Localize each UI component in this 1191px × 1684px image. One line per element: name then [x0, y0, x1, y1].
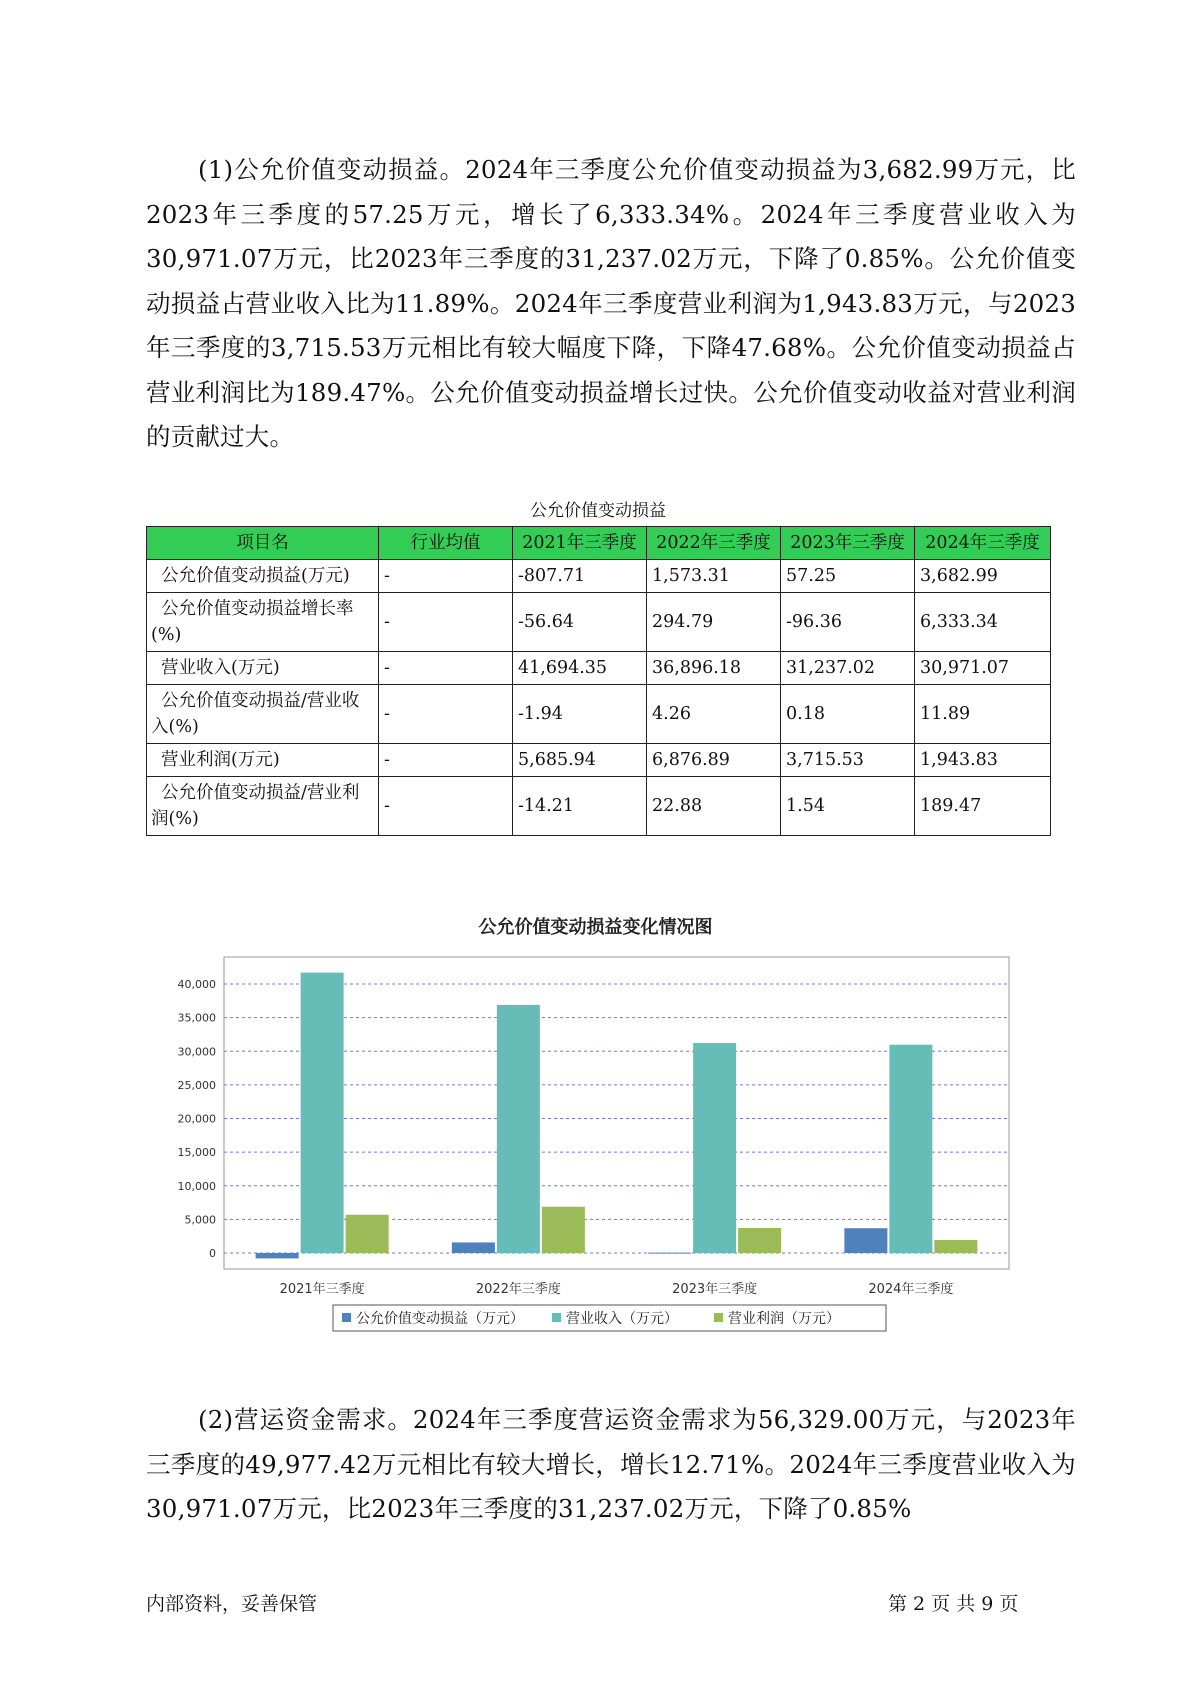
- table-cell: 营业收入(万元): [147, 652, 379, 685]
- bar-fair-value: [844, 1228, 887, 1253]
- chart-container: [0, 900, 1191, 1370]
- table-cell: -56.64: [513, 593, 647, 652]
- table-cell: 294.79: [647, 593, 781, 652]
- header-item-name: 项目名: [147, 527, 379, 560]
- bar-revenue: [693, 1043, 736, 1253]
- legend-label: 营业利润（万元）: [728, 1311, 840, 1327]
- y-tick-label: 10,000: [177, 1179, 216, 1193]
- table-cell: 公允价值变动损益增长率(%): [147, 593, 379, 652]
- bar-fair-value: [256, 1253, 299, 1258]
- legend-label: 营业收入（万元）: [566, 1311, 678, 1327]
- bar-revenue: [497, 1005, 540, 1253]
- bar-fair-value: [648, 1253, 691, 1254]
- table-cell: 1.54: [781, 777, 915, 836]
- table-cell: -: [379, 593, 513, 652]
- y-tick-label: 40,000: [177, 978, 216, 991]
- table-cell: 30,971.07: [915, 652, 1051, 685]
- table-row: [147, 685, 1051, 744]
- paragraph-1: (1)公允价值变动损益。2024年三季度公允价值变动损益为3,682.99万元，比2023年三季度的57.25万元，增长了6,333.34%。2024年三季度营业收入为30,971.07万元，比2023年三季度的31,237.02万元，下降了0.85%。公允价值变动损益占营业收入比为11.89%。2024年三季度营业利润为1,943.83万元，与2023年三季度的3,715.53万元相比有较大幅度下降，下降47.68%。公允价值变动损益占营业利润比为189.47%。公允价值变动损益增长过快。公允价值变动收益对营业利润的贡献过大。: [146, 155, 1076, 451]
- bar-chart: [0, 900, 1191, 1370]
- table-cell: -: [379, 777, 513, 836]
- y-tick-label: 5,000: [184, 1213, 216, 1227]
- table-cell: 11.89: [915, 685, 1051, 744]
- bar-revenue: [301, 973, 344, 1253]
- bar-fair-value: [452, 1242, 495, 1253]
- table-cell: -: [379, 560, 513, 593]
- bar-revenue: [889, 1045, 932, 1253]
- table-row: [147, 652, 1051, 685]
- table-cell: 4.26: [647, 685, 781, 744]
- fair-value-table: [146, 526, 1051, 836]
- table-cell: 189.47: [915, 777, 1051, 836]
- x-tick-label: 2024年三季度: [868, 1282, 954, 1297]
- header-industry-avg: 行业均值: [379, 527, 513, 560]
- table-cell: 3,715.53: [781, 744, 915, 777]
- table-cell: 41,694.35: [513, 652, 647, 685]
- table-row: [147, 777, 1051, 836]
- table-cell: 31,237.02: [781, 652, 915, 685]
- table-cell: 公允价值变动损益/营业利润(%): [147, 777, 379, 836]
- bar-operating-profit: [934, 1240, 977, 1253]
- table-cell: 公允价值变动损益(万元): [147, 560, 379, 593]
- y-tick-label: 20,000: [177, 1112, 216, 1126]
- y-tick-label: 15,000: [177, 1146, 216, 1160]
- y-tick-label: 35,000: [177, 1011, 216, 1025]
- table-cell: 3,682.99: [915, 560, 1051, 593]
- table-cell: -: [379, 744, 513, 777]
- x-tick-label: 2021年三季度: [279, 1282, 365, 1297]
- table-cell: 营业利润(万元): [147, 744, 379, 777]
- table-cell: -: [379, 685, 513, 744]
- legend-label: 公允价值变动损益（万元）: [356, 1311, 524, 1327]
- table-cell: -807.71: [513, 560, 647, 593]
- table-cell: -: [379, 652, 513, 685]
- table-cell: 6,333.34: [915, 593, 1051, 652]
- header-2022q3: 2022年三季度: [647, 527, 781, 560]
- header-2021q3: 2021年三季度: [513, 527, 647, 560]
- legend-swatch: [552, 1313, 561, 1322]
- chart-title: 公允价值变动损益变化情况图: [478, 917, 713, 938]
- table-cell: 1,573.31: [647, 560, 781, 593]
- legend-swatch: [342, 1313, 351, 1322]
- table-row: [147, 744, 1051, 777]
- bar-operating-profit: [346, 1215, 389, 1253]
- table-cell: 22.88: [647, 777, 781, 836]
- bar-operating-profit: [738, 1228, 781, 1253]
- header-2023q3: 2023年三季度: [781, 527, 915, 560]
- table-caption: 公允价值变动损益: [530, 501, 666, 521]
- y-tick-label: 0: [209, 1247, 216, 1260]
- table-cell: -14.21: [513, 777, 647, 836]
- x-tick-label: 2022年三季度: [475, 1282, 561, 1297]
- bar-operating-profit: [542, 1207, 585, 1253]
- x-tick-label: 2023年三季度: [672, 1282, 758, 1297]
- header-2024q3: 2024年三季度: [915, 527, 1051, 560]
- paragraph-2: (2)营运资金需求。2024年三季度营运资金需求为56,329.00万元，与2023年三季度的49,977.42万元相比有较大增长，增长12.71%。2024年三季度营业收入为30,971.07万元，比2023年三季度的31,237.02万元，下降了0.85%: [146, 1405, 1076, 1523]
- table-cell: 57.25: [781, 560, 915, 593]
- y-tick-label: 25,000: [177, 1078, 216, 1092]
- table-row: [147, 593, 1051, 652]
- y-tick-label: 30,000: [177, 1045, 216, 1059]
- table-cell: 公允价值变动损益/营业收入(%): [147, 685, 379, 744]
- table-header-row: [147, 527, 1051, 560]
- table-cell: 1,943.83: [915, 744, 1051, 777]
- legend-swatch: [714, 1313, 723, 1322]
- footer-confidential: 内部资料，妥善保管: [146, 1593, 318, 1615]
- table-cell: 6,876.89: [647, 744, 781, 777]
- table-cell: -1.94: [513, 685, 647, 744]
- table-cell: -96.36: [781, 593, 915, 652]
- table-cell: 5,685.94: [513, 744, 647, 777]
- table-cell: 0.18: [781, 685, 915, 744]
- footer-page-number: 第 2 页 共 9 页: [888, 1593, 1019, 1615]
- table-row: [147, 560, 1051, 593]
- table-cell: 36,896.18: [647, 652, 781, 685]
